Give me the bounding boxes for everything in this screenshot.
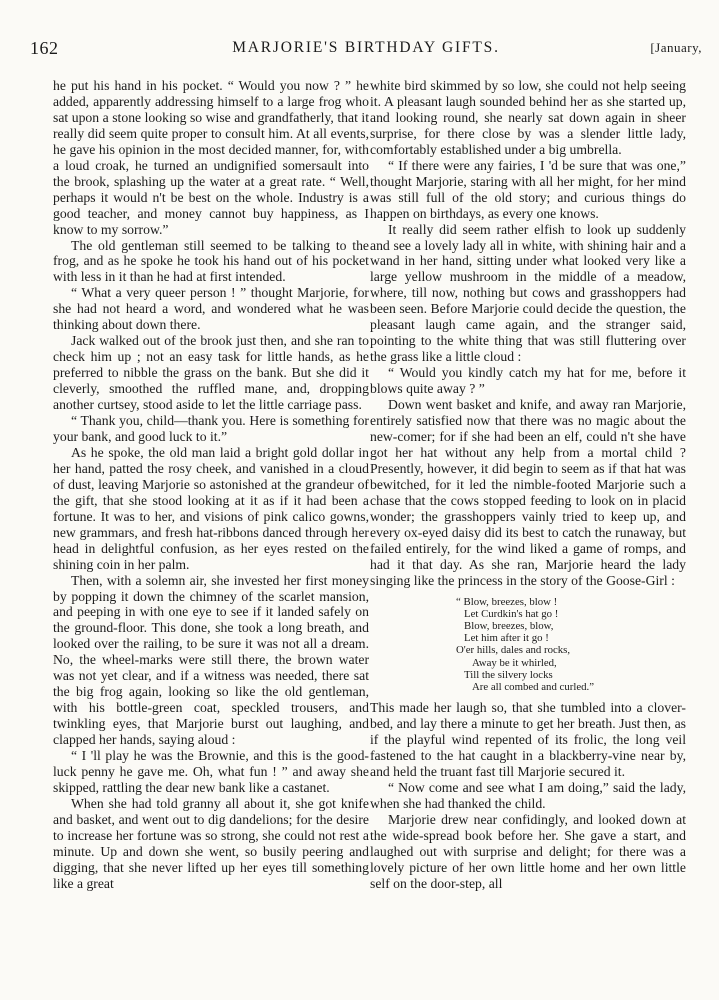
poem-line: Let him after it go ! (464, 632, 549, 645)
paragraph: When she had told granny all about it, she got knife and basket, and went out to dig dandelions; for the desire to increase her fortune was so strong, she could not rest a minute. Up and down she went, so busily peering and digging, that she never lifted up her eyes till something like a great (53, 795, 369, 891)
poem-line: Let Curdkin's hat go ! (464, 607, 559, 620)
paragraph: As he spoke, the old man laid a bright gold dollar in her hand, patted the rosy cheek, and vanished in a cloud of dust, leaving Marjorie so astonished at the grandeur of the gift, that she stood looking at it as if it had been a fortune. It was to her, and visions of pink calico gowns, new grammars, and fresh hat-ribbons danced through her head in delightful confusion, as her eyes rested on the shining coin in her palm. (53, 444, 369, 572)
paragraph: “ I 'll play he was the Brownie, and this is the good-luck penny he gave me. Oh, what fun ! ” and away she skipped, rattling the dear new bank like a castanet. (53, 748, 369, 795)
paragraph: Then, with a solemn air, she invested her first money by popping it down the chimney of the scarlet mansion, and peeping in with one eye to see if it landed safely on the ground-floor. This done, she took a long breath, and looked over the railing, to be sure it was not all a dream. No, the wheel-marks were still there, the brown water was not yet clear, and if a witness was needed, there sat the big frog again, looking so like the old gentleman, with his bottle-green coat, speckled trousers, and twinkling eyes, that Marjorie burst out laughing, and clapped her hands, saying aloud : (53, 572, 369, 748)
left-column (53, 78, 369, 892)
paragraph: “ Thank you, child—thank you. Here is something for your bank, and good luck to it.” (53, 413, 369, 444)
paragraph: he put his hand in his pocket. “ Would you now ? ” he added, apparently addressing himself to a large frog who sat upon a stone looking so wise and grandfatherly, that it really did seem quite proper to consult him. At all events, he gave his opinion in the most decided manner, for, with a loud croak, he turned an undignified somersault into the brook, splashing up the water at a great rate. “ Well, perhaps it would n't be best on the whole. Industry is a good teacher, and money cannot buy happiness, as I know to my sorrow.” (53, 78, 369, 237)
paragraph: Down went basket and knife, and away ran Marjorie, entirely satisfied now that there was no magic about the new-comer; for if she had been an elf, could n't she have got her hat without any help from a mortal child ? Presently, however, it did begin to seem as if that hat was bewitched, for it led the nimble-footed Marjorie such a chase that the cows stopped feeding to look on in placid wonder; the grasshoppers vainly tried to keep up, and every ox-eyed daisy did its best to catch the runaway, but failed entirely, for the wind liked a game of romps, and had it that day. As she ran, Marjorie heard the lady singing like the princess in the story of the Goose-Girl : (370, 397, 686, 588)
poem-line: O'er hills, dales and rocks, (456, 644, 571, 657)
right-column-text-before-poem (370, 78, 686, 589)
poem-verse (456, 596, 686, 694)
right-column (370, 78, 686, 892)
poem-line: Blow, breezes, blow, (464, 619, 554, 632)
poem-line: “ Blow, breezes, blow ! (456, 595, 558, 608)
running-header (30, 38, 702, 64)
paragraph: “ If there were any fairies, I 'd be sure that was one,” thought Marjorie, staring with all her might, for her mind was still full of the old story; and curious things do happen on birthdays, as every one knows. (370, 157, 686, 221)
page-number: 162 (30, 38, 59, 58)
paragraph: This made her laugh so, that she tumbled into a clover-bed, and lay there a minute to get her breath. Just then, as if the playful wind repented of its frolic, the long veil fastened to the hat caught in a blackberry-vine near by, and held the truant fast till Marjorie secured it. (370, 700, 686, 779)
paragraph: Marjorie drew near confidingly, and looked down at the wide-spread book before her. She gave a start, and laughed out with surprise and delight; for there was a lovely picture of her own little home and her own little self on the door-step, all (370, 811, 686, 891)
poem-line: Till the silvery locks (464, 668, 553, 681)
paragraph: “ Would you kindly catch my hat for me, before it blows quite away ? ” (370, 365, 686, 397)
paragraph: Jack walked out of the brook just then, and she ran to check him up ; not an easy task for little hands, as he preferred to nibble the grass on the bank. But she did it cleverly, smoothed the ruffled mane, and, dropping another curtsey, stood aside to let the little carriage pass. (53, 333, 369, 413)
paragraph: white bird skimmed by so low, she could not help seeing it. A pleasant laugh sounded behind her as she started up, and looking round, she nearly sat down again in sheer surprise, for there close by was a slender little lady, comfortably established under a big umbrella. (370, 78, 686, 157)
paragraph: The old gentleman still seemed to be talking to the frog, and as he spoke he took his hand out of his pocket with less in it than he had at first intended. (53, 237, 369, 285)
poem-line: Away be it whirled, (472, 656, 557, 669)
poem-line: Are all combed and curled.” (472, 680, 595, 693)
right-column-text-after-poem (370, 700, 686, 891)
running-title: MARJORIE'S BIRTHDAY GIFTS. (232, 39, 500, 56)
paragraph: “ Now come and see what I am doing,” said the lady, when she had thanked the child. (370, 779, 686, 811)
paragraph: It really did seem rather elfish to look up suddenly and see a lovely lady all in white, with shining hair and a wand in her hand, sitting under what looked very like a large yellow mushroom in the middle of a meadow, where, till now, nothing but cows and grasshoppers had been seen. Before Marjorie could decide the question, the pleasant laugh came again, and the stranger said, pointing to the white thing that was still fluttering over the grass like a little cloud : (370, 221, 686, 365)
paragraph: “ What a very queer person ! ” thought Marjorie, for she had not heard a word, and wondered what he was thinking about down there. (53, 285, 369, 333)
issue-month: [January, (650, 40, 702, 55)
